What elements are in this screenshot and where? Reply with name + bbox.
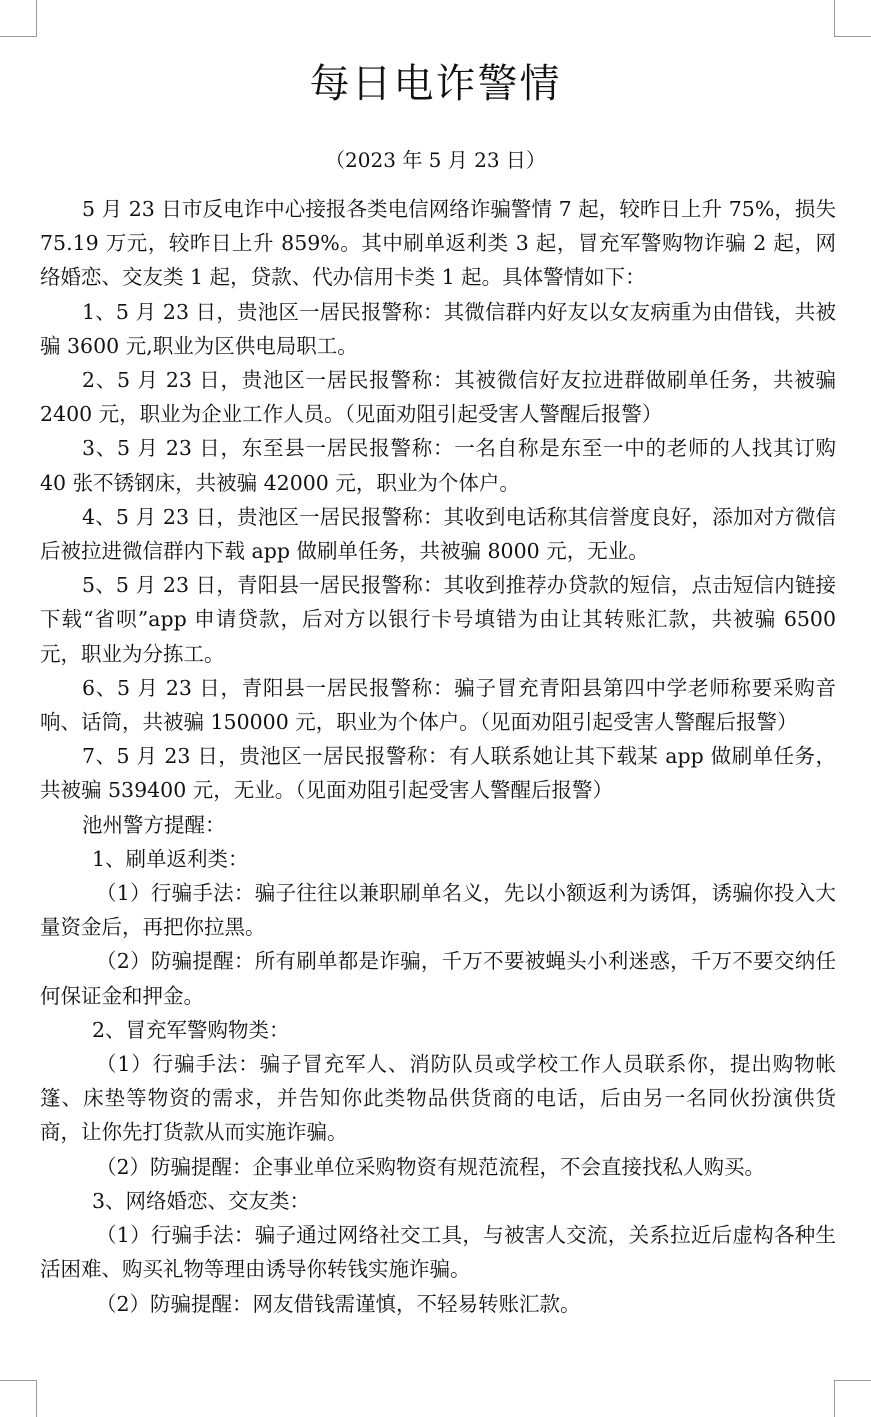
tip-3-prevention: （2）防骗提醒：网友借钱需谨慎，不轻易转账汇款。 xyxy=(96,1291,581,1316)
report-date: （2023 年 5 月 23 日） xyxy=(325,148,546,172)
tip-1-category: 1、刷单返利类： xyxy=(92,846,249,871)
tip-2-method: （1）行骗手法：骗子冒充军人、消防队员或学校工作人员联系你，提出购物帐篷、床垫等物资的需求，并告知你此类物品供货商的电话，后由另一名同伙扮演供货商，让你先打货款从而实施诈骗。 xyxy=(40,1052,836,1145)
case-1: 1、5 月 23 日，贵池区一居民报警称：其微信群内好友以女友病重为由借钱，共被骗 3600 元,职业为区供电局职工。 xyxy=(40,299,836,358)
tip-1-prevention: （2）防骗提醒：所有刷单都是诈骗，千万不要被蝇头小利迷惑，千万不要交纳任何保证金和押金。 xyxy=(40,949,836,1008)
tip-2-category: 2、冒充军警购物类： xyxy=(92,1017,290,1042)
crop-mark-top-left xyxy=(0,0,37,37)
crop-mark-top-right xyxy=(834,0,871,37)
case-3: 3、5 月 23 日，东至县一居民报警称：一名自称是东至一中的老师的人找其订购 40 张不锈钢床，共被骗 42000 元，职业为个体户。 xyxy=(40,436,836,495)
case-2: 2、5 月 23 日，贵池区一居民报警称：其被微信好友拉进群做刷单任务，共被骗 2400 元，职业为企业工作人员。（见面劝阻引起受害人警醒后报警） xyxy=(40,368,836,427)
page-title: 每日电诈警情 xyxy=(309,61,562,107)
intro-paragraph: 5 月 23 日市反电诈中心接报各类电信网络诈骗警情 7 起，较昨日上升 75%，损失 75.19 万元，较昨日上升 859%。其中刷单返利类 3 起，冒充军警购物诈骗 2 起，网络婚恋、交友类 1 起，贷款、代办信用卡类 1 起。具体警情如下： xyxy=(40,197,836,290)
case-5: 5、5 月 23 日，青阳县一居民报警称：其收到推荐办贷款的短信，点击短信内链接下载“省呗”app 申请贷款，后对方以银行卡号填错为由让其转账汇款，共被骗 6500 元，职业为分拣工。 xyxy=(40,573,836,666)
case-6: 6、5 月 23 日，青阳县一居民报警称：骗子冒充青阳县第四中学老师称要采购音响、话筒，共被骗 150000 元，职业为个体户。（见面劝阻引起受害人警醒后报警） xyxy=(40,675,836,735)
case-4: 4、5 月 23 日，贵池区一居民报警称：其收到电话称其信誉度良好，添加对方微信后被拉进微信群内下载 app 做刷单任务，共被骗 8000 元，无业。 xyxy=(40,504,836,564)
case-7: 7、5 月 23 日，贵池区一居民报警称：有人联系她让其下载某 app 做刷单任务，共被骗 539400 元，无业。（见面劝阻引起受害人警醒后报警） xyxy=(40,744,836,803)
tip-3-category: 3、网络婚恋、交友类： xyxy=(92,1188,311,1213)
crop-mark-bottom-right xyxy=(834,1380,871,1417)
tip-3-method: （1）行骗手法：骗子通过网络社交工具，与被害人交流，关系拉近后虚构各种生活困难、购买礼物等理由诱导你转钱实施诈骗。 xyxy=(40,1223,836,1282)
tip-1-method: （1）行骗手法：骗子往往以兼职刷单名义，先以小额返利为诱饵，诱骗你投入大量资金后，再把你拉黑。 xyxy=(40,881,836,940)
tip-2-prevention: （2）防骗提醒：企事业单位采购物资有规范流程，不会直接找私人购买。 xyxy=(96,1154,766,1179)
crop-mark-bottom-left xyxy=(0,1380,37,1417)
document-body xyxy=(40,192,836,1321)
reminder-heading: 池州警方提醒： xyxy=(82,812,226,837)
